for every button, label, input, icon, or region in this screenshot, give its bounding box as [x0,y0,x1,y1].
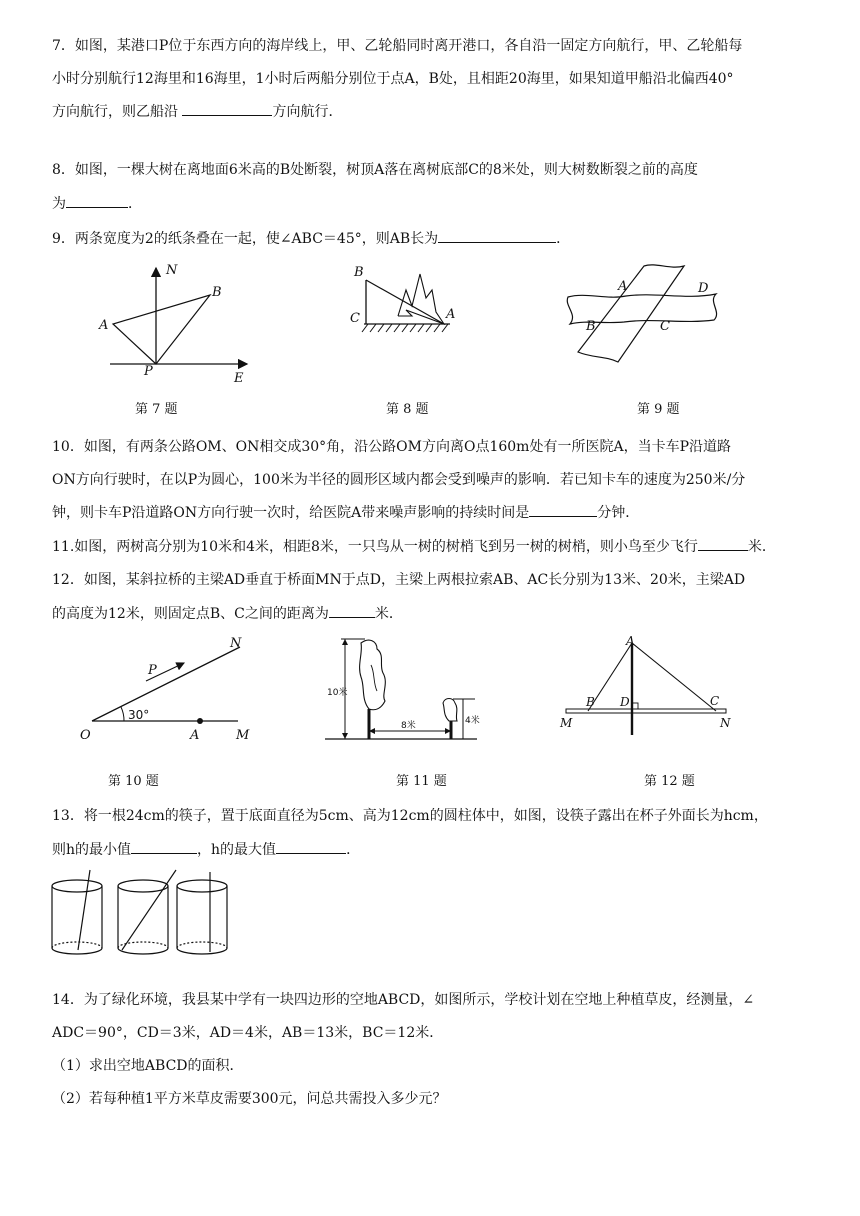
q14-line1: 14．为了绿化环境，我县某中学有一块四边形的空地ABCD，如图所示，学校计划在空地上种植草皮，经测量，∠ [52,992,755,1008]
fig12-label-M: M [560,716,573,730]
q8-line2a: 为 [52,196,66,212]
q8-line2b: ． [128,196,142,212]
q7-line3 [52,101,827,122]
q9-answer-blank [438,228,556,243]
fig11-label-h1: 10米 [327,688,348,698]
fig9-label-B: B [586,319,596,334]
fig10-label-P: P [148,663,157,678]
q13-line2c: ． [346,842,361,858]
fig10-label-M: M [236,728,250,743]
fig12-label-D: D [620,695,630,709]
q8-line1: 8．如图，一棵大树在离地面6米高的B处断裂，树顶A落在离树底部C的8米处，则大树数断裂之前的高度 [52,162,698,178]
q14-sub2: （2）若每种植1平方米草皮需要300元，问总共需投入多少元？ [52,1091,447,1107]
q11-line1b: 米． [747,539,776,555]
q12-line2 [52,603,827,624]
q7-line1: 7．如图，某港口P位于东西方向的海岸线上，甲、乙轮船同时离开港口，各自沿一固定方向航行，甲、乙轮船每 [52,38,743,54]
q11-line1 [52,536,827,557]
q10-line3a: 钟，则卡车P沿道路ON方向行驶一次时，给医院A带来噪声影响的持续时间是 [52,505,530,521]
fig7-label-E: E [234,371,244,386]
fig12-label-A: A [626,634,635,648]
fig11-label-h2: 4米 [465,716,480,726]
q14-line2: ADC＝90°，CD＝3米，AD＝4米，AB＝13米，BC＝12米． [52,1025,444,1041]
fig11-label-d: 8米 [401,721,416,731]
fig8-label-A: A [446,307,456,322]
fig12-caption: 第 12 题 [644,774,695,789]
fig7-label-N: N [166,263,178,278]
fig9-label-C: C [660,319,670,334]
q12-answer-blank [329,603,375,618]
q12-line1: 12．如图，某斜拉桥的主梁AD垂直于桥面MN于点D，主梁上两根拉索AB、AC长分别为13米、20米，主梁AD [52,572,746,588]
fig8-caption: 第 8 题 [386,402,429,417]
fig7-label-B: B [212,285,222,300]
q9-line1a: 9．两条宽度为2的纸条叠在一起，使∠ABC＝45°，则AB长为 [52,231,439,247]
q7-line3b: 方向航行． [272,104,343,120]
q10-line1: 10．如图，有两条公路OM、ON相交成30°角，沿公路OM方向离O点160m处有一所医院A，当卡车P沿道路 [52,439,731,455]
q10-line3 [52,502,827,523]
fig9-caption: 第 9 题 [637,402,680,417]
figure-10 [80,635,260,745]
fig7-caption: 第 7 题 [135,402,178,417]
q13-max-blank [276,839,346,854]
q8-answer-blank [66,193,128,208]
figure-13 [50,870,240,960]
fig7-label-P: P [144,364,153,379]
figure-9 [566,262,726,372]
figure-12 [556,635,736,745]
fig11-caption: 第 11 题 [396,774,447,789]
q14-sub1: （1）求出空地ABCD的面积． [52,1058,244,1074]
q13-line1: 13．将一根24cm的筷子，置于底面直径为5cm、高为12cm的圆柱体中，如图，设筷子露出在杯子外面长为hcm， [52,808,768,824]
q9-line1b: ． [556,231,571,247]
fig7-label-A: A [99,318,109,333]
q13-line2a: 则h的最小值 [52,842,132,858]
q13-line2 [52,839,827,860]
q13-min-blank [131,839,197,854]
fig10-label-O: O [80,728,91,743]
q12-line2b: 米． [374,606,403,622]
figure-11 [325,635,485,745]
q10-line2: ON方向行驶时，在以P为圆心，100米为半径的圆形区域内都会受到噪声的影响．若已知卡车的速度为250米/分 [52,472,746,488]
fig12-label-B: B [586,695,595,709]
fig10-label-angle: 30° [128,708,150,722]
fig9-label-D: D [698,281,709,296]
q12-line2a: 的高度为12米，则固定点B、C之间的距离为 [52,606,329,622]
fig8-label-C: C [350,311,360,326]
fig10-label-N: N [230,636,242,651]
q13-line2b: ，h的最大值 [197,842,277,858]
q11-line1a: 11.如图，两树高分别为10米和4米，相距8米，一只鸟从一树的树梢飞到另一树的树梢，则小鸟至少飞行 [52,539,698,555]
fig9-label-A: A [618,279,628,294]
q10-answer-blank [529,502,597,517]
fig12-label-C: C [710,694,720,708]
q7-line2: 小时分别航行12海里和16海里，1小时后两船分别位于点A，B处，且相距20海里，如果知道甲船沿北偏西40° [52,71,734,87]
fig12-label-N: N [720,716,731,730]
q7-answer-blank [182,101,272,116]
q9-line1 [52,228,827,249]
q10-line3b: 分钟． [597,505,640,521]
figure-7 [90,262,260,387]
fig10-label-A: A [190,728,200,743]
q11-answer-blank [698,536,748,551]
q8-line2 [52,193,827,214]
fig10-caption: 第 10 题 [108,774,159,789]
figure-8 [340,262,470,342]
fig8-label-B: B [354,265,364,280]
q7-line3a: 方向航行，则乙船沿 [52,104,178,120]
